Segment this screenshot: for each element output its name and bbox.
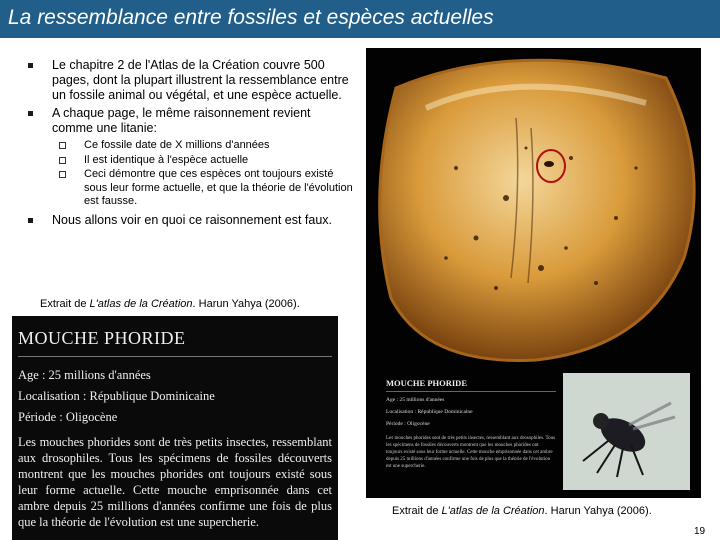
age-line: Age : 25 millions d'années: [18, 368, 151, 382]
checkbox-bullet-icon: [59, 171, 66, 178]
page-number: 19: [694, 526, 706, 537]
bullet-item: [24, 58, 354, 103]
bullet-square-icon: [28, 63, 33, 68]
bullet-item: [24, 106, 354, 136]
localisation-line: Localisation : République Dominicaine: [18, 389, 215, 403]
checkbox-bullet-icon: [59, 157, 66, 164]
sub-bullet-text: Ceci démontre que ces espèces ont toujours existé sous leur forme actuelle, et que la théorie de l'évolution est fausse.: [84, 168, 353, 207]
divider: [18, 356, 332, 357]
slide-title: La ressemblance entre fossiles et espèces actuelles: [8, 6, 494, 29]
sub-bullet-text: Il est identique à l'espèce actuelle: [84, 153, 249, 166]
bullet-text: A chaque page, le même raisonnement revient comme une litanie:: [52, 106, 311, 135]
thumb-localisation: Localisation : République Dominicaine: [386, 409, 473, 415]
divider: [386, 391, 556, 392]
thumb-periode: Période : Oligocène: [386, 421, 430, 427]
bullet-list: [24, 58, 354, 231]
thumb-heading: MOUCHE PHORIDE: [386, 378, 467, 388]
amber-illustration: [366, 48, 701, 368]
sub-bullet-item: [24, 154, 354, 168]
bullet-item: [24, 213, 354, 228]
panel-heading: MOUCHE PHORIDE: [18, 328, 186, 348]
amber-fossil-image: [366, 48, 701, 498]
caption-left: Extrait de L'atlas de la Création. Harun Yahya (2006).: [40, 298, 300, 310]
sub-bullet-item: [24, 168, 354, 209]
bullet-square-icon: [28, 111, 33, 116]
book-excerpt-panel: [12, 316, 338, 540]
checkbox-bullet-icon: [59, 142, 66, 149]
bullet-square-icon: [28, 218, 33, 223]
caption-right: Extrait de L'atlas de la Création. Harun Yahya (2006).: [392, 505, 652, 517]
thumb-body: Les mouches phorides sont de très petits insectes, ressemblant aux drosophiles. Tous les spécimens de fossiles découverts montrent que les mouches phorides ont toujours existé sous leur forme actuelle. Cette mouche emprisonnée dans cet ambre depuis 25 millions d'années confirme une fois de plus que la théorie de l'évolution est une supercherie.: [386, 436, 556, 469]
periode-line: Période : Oligocène: [18, 410, 118, 424]
fly-photo: [563, 373, 690, 490]
thumb-age: Age : 25 millions d'années: [386, 397, 445, 403]
sub-bullet-text: Ce fossile date de X millions d'années: [84, 139, 270, 151]
bullet-text: Nous allons voir en quoi ce raisonnement est faux.: [52, 212, 333, 227]
sub-bullet-item: [24, 139, 354, 153]
title-bar: [0, 0, 720, 38]
bullet-text: Le chapitre 2 de l'Atlas de la Création couvre 500 pages, dont la plupart illustrent la ressemblance entre un fossile animal ou végétal, et une espèce actuelle.: [52, 58, 349, 102]
panel-body: Les mouches phorides sont de très petits insectes, ressemblant aux drosophiles. Tous les spécimens de fossiles découverts montrent que les mouches phorides ont toujours existé sous leur forme actuelle. Cette mouche emprisonnée dans cet ambre depuis 25 millions d'années confirme une fois de plus que la théorie de l'évolution est une supercherie.: [18, 435, 332, 529]
fly-icon: [563, 373, 690, 490]
